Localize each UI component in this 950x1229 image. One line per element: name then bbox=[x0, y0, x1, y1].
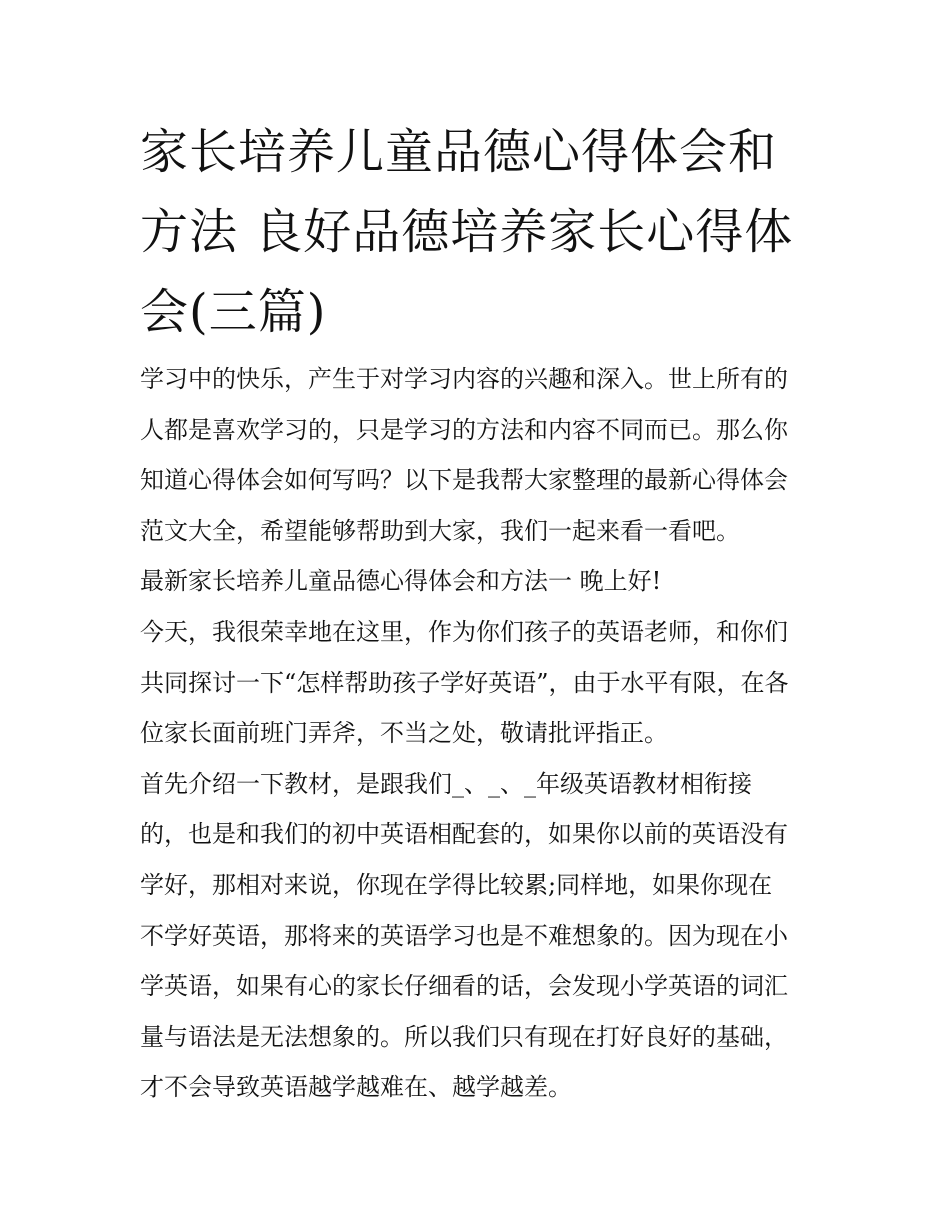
greeting-paragraph bbox=[140, 607, 820, 759]
section-heading-paragraph bbox=[140, 556, 820, 607]
text-line: 首先介绍一下教材，是跟我们_、_、_年级英语教材相衔接 bbox=[140, 769, 752, 798]
text-line: 位家长面前班门弄斧，不当之处，敬请批评指正。 bbox=[140, 719, 668, 748]
intro-paragraph bbox=[140, 354, 820, 556]
title-line: 会(三篇) bbox=[140, 284, 327, 340]
textbook-paragraph bbox=[140, 759, 820, 1113]
text-line: 今天，我很荣幸地在这里，作为你们孩子的英语老师，和你们 bbox=[140, 617, 788, 646]
document-title bbox=[140, 112, 820, 352]
text-line: 知道心得体会如何写吗？以下是我帮大家整理的最新心得体会 bbox=[140, 466, 788, 495]
text-line: 量与语法是无法想象的。所以我们只有现在打好良好的基础， bbox=[140, 1022, 788, 1051]
document-page bbox=[140, 112, 820, 1113]
text-line: 范文大全，希望能够帮助到大家，我们一起来看一看吧。 bbox=[140, 516, 740, 545]
text-line: 才不会导致英语越学越难在、越学越差。 bbox=[140, 1073, 572, 1102]
text-line: 不学好英语，那将来的英语学习也是不难想象的。因为现在小 bbox=[140, 921, 788, 950]
document-body bbox=[140, 354, 820, 1113]
text-line: 的，也是和我们的初中英语相配套的，如果你以前的英语没有 bbox=[140, 820, 788, 849]
text-line: 学英语，如果有心的家长仔细看的话，会发现小学英语的词汇 bbox=[140, 972, 788, 1001]
text-line: 人都是喜欢学习的，只是学习的方法和内容不同而已。那么你 bbox=[140, 415, 788, 444]
title-line: 方法 良好品德培养家长心得体 bbox=[140, 204, 794, 260]
text-line: 学好，那相对来说，你现在学得比较累;同样地，如果你现在 bbox=[140, 870, 773, 899]
title-line: 家长培养儿童品德心得体会和 bbox=[140, 124, 778, 180]
text-line: 最新家长培养儿童品德心得体会和方法一 晚上好! bbox=[140, 567, 662, 596]
text-line: 学习中的快乐，产生于对学习内容的兴趣和深入。世上所有的 bbox=[140, 365, 788, 393]
text-line: 共同探讨一下“怎样帮助孩子学好英语”，由于水平有限，在各 bbox=[140, 668, 789, 697]
